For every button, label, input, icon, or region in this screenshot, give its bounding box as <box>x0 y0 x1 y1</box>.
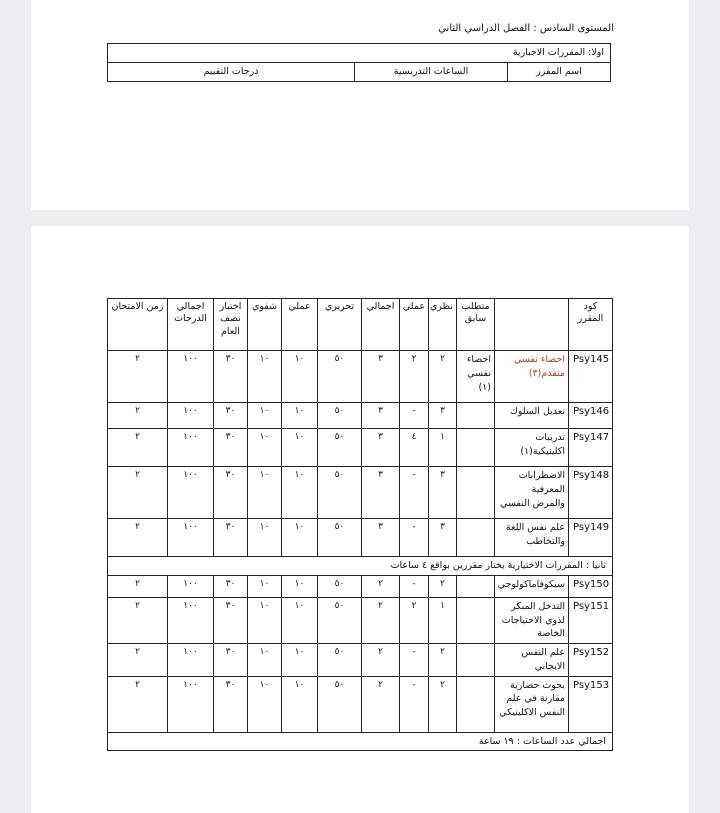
cell-name: احصاء نفسي متقدم(٣) <box>495 351 569 403</box>
cell-practical-exam: ١٠ <box>282 351 318 403</box>
cell-total-grades: ١٠٠ <box>168 519 214 557</box>
cell-exam-time: ٢ <box>108 429 168 467</box>
cell-name: سيكوفاماكولوجي <box>495 575 569 597</box>
cell-theory: ٢ <box>429 575 457 597</box>
cell-midterm: ٣٠ <box>214 676 248 732</box>
cell-written: ٥٠ <box>318 351 362 403</box>
cell-exam-time: ٢ <box>108 403 168 429</box>
cell-total: ٣ <box>362 519 400 557</box>
cell-practical: ٢ <box>400 597 429 643</box>
cell-practical: - <box>400 519 429 557</box>
cell-written: ٥٠ <box>318 403 362 429</box>
cell-practical-exam: ١٠ <box>282 519 318 557</box>
cell-exam-time: ٢ <box>108 351 168 403</box>
cell-code: Psy152 <box>569 644 613 677</box>
cell-name: تعديل السلوك <box>495 403 569 429</box>
course-row <box>108 467 613 519</box>
courses-table <box>107 298 613 751</box>
cell-practical-exam: ١٠ <box>282 403 318 429</box>
cell-exam-time: ٢ <box>108 676 168 732</box>
cell-code: Psy149 <box>569 519 613 557</box>
cell-practical-exam: ١٠ <box>282 644 318 677</box>
cell-practical-exam: ١٠ <box>282 467 318 519</box>
cell-name: علم النفس الايجابي <box>495 644 569 677</box>
cell-total-grades: ١٠٠ <box>168 676 214 732</box>
header-row <box>108 299 613 351</box>
course-name-header: اسم المقرر <box>508 63 611 82</box>
cell-written: ٥٠ <box>318 676 362 732</box>
cell-oral: ١٠ <box>248 429 282 467</box>
cell-practical-exam: ١٠ <box>282 676 318 732</box>
cell-exam-time: ٢ <box>108 597 168 643</box>
prereq-header: متطلب سابق <box>457 299 495 351</box>
cell-oral: ١٠ <box>248 403 282 429</box>
cell-total-grades: ١٠٠ <box>168 467 214 519</box>
cell-code: Psy147 <box>569 429 613 467</box>
cell-total: ٢ <box>362 597 400 643</box>
cell-total: ٢ <box>362 676 400 732</box>
cell-code: Psy148 <box>569 467 613 519</box>
cell-oral: ١٠ <box>248 597 282 643</box>
course-row <box>108 403 613 429</box>
exam-time-header: زمن الامتحان <box>108 299 168 351</box>
name-header <box>495 299 569 351</box>
cell-total: ٣ <box>362 467 400 519</box>
practical-exam-header: عملي <box>282 299 318 351</box>
cell-prereq <box>457 429 495 467</box>
cell-name: التدخل المبكر لذوي الاحتياجات الخاصة <box>495 597 569 643</box>
document-page-1 <box>31 0 689 210</box>
cell-theory: ١ <box>429 597 457 643</box>
cell-total-grades: ١٠٠ <box>168 351 214 403</box>
cell-name: تدريبات اكلينيكية(١) <box>495 429 569 467</box>
cell-total: ٢ <box>362 575 400 597</box>
cell-practical: - <box>400 676 429 732</box>
cell-prereq <box>457 676 495 732</box>
cell-prereq <box>457 597 495 643</box>
course-row <box>108 575 613 597</box>
cell-midterm: ٣٠ <box>214 403 248 429</box>
cell-written: ٥٠ <box>318 597 362 643</box>
cell-oral: ١٠ <box>248 575 282 597</box>
cell-practical-exam: ١٠ <box>282 597 318 643</box>
cell-code: Psy145 <box>569 351 613 403</box>
cell-practical: - <box>400 644 429 677</box>
cell-oral: ١٠ <box>248 519 282 557</box>
cell-oral: ١٠ <box>248 644 282 677</box>
cell-written: ٥٠ <box>318 575 362 597</box>
cell-prereq <box>457 403 495 429</box>
cell-oral: ١٠ <box>248 676 282 732</box>
cell-practical: ٤ <box>400 429 429 467</box>
cell-total-grades: ١٠٠ <box>168 597 214 643</box>
elective-title: ثانيا : المقررات الاختيارية يختار مقررين بواقع ٤ ساعات <box>108 557 613 576</box>
total-grades-header: اجمالي الدرجات <box>168 299 214 351</box>
cell-midterm: ٣٠ <box>214 467 248 519</box>
cell-theory: ٣ <box>429 467 457 519</box>
cell-written: ٥٠ <box>318 467 362 519</box>
cell-practical: ٢ <box>400 351 429 403</box>
cell-total: ٣ <box>362 351 400 403</box>
cell-total-grades: ١٠٠ <box>168 644 214 677</box>
document-page-2 <box>31 226 689 813</box>
cell-midterm: ٣٠ <box>214 597 248 643</box>
cell-total-grades: ١٠٠ <box>168 575 214 597</box>
teaching-hours-header: الساعات التدريسية <box>355 63 508 82</box>
cell-prereq <box>457 519 495 557</box>
cell-prereq <box>457 644 495 677</box>
cell-practical-exam: ١٠ <box>282 575 318 597</box>
cell-total-grades: ١٠٠ <box>168 403 214 429</box>
cell-code: Psy150 <box>569 575 613 597</box>
compulsory-header-table <box>107 43 611 82</box>
compulsory-title: اولا: المقررات الاجبارية <box>108 44 611 63</box>
cell-exam-time: ٢ <box>108 519 168 557</box>
cell-written: ٥٠ <box>318 519 362 557</box>
cell-total: ٣ <box>362 403 400 429</box>
cell-total: ٣ <box>362 429 400 467</box>
cell-practical: - <box>400 575 429 597</box>
cell-midterm: ٣٠ <box>214 644 248 677</box>
midterm-header: اختبار نصف العام <box>214 299 248 351</box>
cell-name: الاضطرابات المعرفية والمرض النفسي <box>495 467 569 519</box>
cell-oral: ١٠ <box>248 351 282 403</box>
cell-total-grades: ١٠٠ <box>168 429 214 467</box>
course-row <box>108 519 613 557</box>
course-row <box>108 351 613 403</box>
cell-practical: - <box>400 403 429 429</box>
cell-code: Psy153 <box>569 676 613 732</box>
cell-prereq <box>457 467 495 519</box>
elective-section-row <box>108 557 613 576</box>
cell-practical: - <box>400 467 429 519</box>
cell-prereq <box>457 575 495 597</box>
cell-midterm: ٣٠ <box>214 519 248 557</box>
cell-total: ٢ <box>362 644 400 677</box>
cell-theory: ١ <box>429 429 457 467</box>
oral-header: شفوي <box>248 299 282 351</box>
written-header: تحريري <box>318 299 362 351</box>
cell-midterm: ٣٠ <box>214 575 248 597</box>
cell-midterm: ٣٠ <box>214 429 248 467</box>
total-hours-row <box>108 732 613 751</box>
cell-written: ٥٠ <box>318 429 362 467</box>
course-row <box>108 429 613 467</box>
cell-prereq: احصاء نفسي (١) <box>457 351 495 403</box>
cell-theory: ٣ <box>429 403 457 429</box>
cell-exam-time: ٢ <box>108 644 168 677</box>
total-header: اجمالي <box>362 299 400 351</box>
course-row <box>108 676 613 732</box>
grades-header: درجات التقييم <box>108 63 355 82</box>
cell-name: علم نفس اللغة والتخاطب <box>495 519 569 557</box>
total-hours: اجمالي عدد الساعات : ١٩ ساعة <box>108 732 613 751</box>
cell-midterm: ٣٠ <box>214 351 248 403</box>
theory-header: نظري <box>429 299 457 351</box>
cell-written: ٥٠ <box>318 644 362 677</box>
cell-theory: ٢ <box>429 676 457 732</box>
cell-exam-time: ٢ <box>108 575 168 597</box>
cell-oral: ١٠ <box>248 467 282 519</box>
practical-header: عملي <box>400 299 429 351</box>
cell-name: بحوث حضارية مقارنة في علم النفس الاكلينيكي <box>495 676 569 732</box>
cell-code: Psy146 <box>569 403 613 429</box>
course-row <box>108 644 613 677</box>
cell-exam-time: ٢ <box>108 467 168 519</box>
course-row <box>108 597 613 643</box>
cell-theory: ٣ <box>429 519 457 557</box>
code-header: كود المقرر <box>569 299 613 351</box>
cell-practical-exam: ١٠ <box>282 429 318 467</box>
level-title: المستوى السادس : الفصل الدراسي الثاني <box>438 23 614 34</box>
cell-theory: ٢ <box>429 644 457 677</box>
cell-code: Psy151 <box>569 597 613 643</box>
cell-theory: ٢ <box>429 351 457 403</box>
